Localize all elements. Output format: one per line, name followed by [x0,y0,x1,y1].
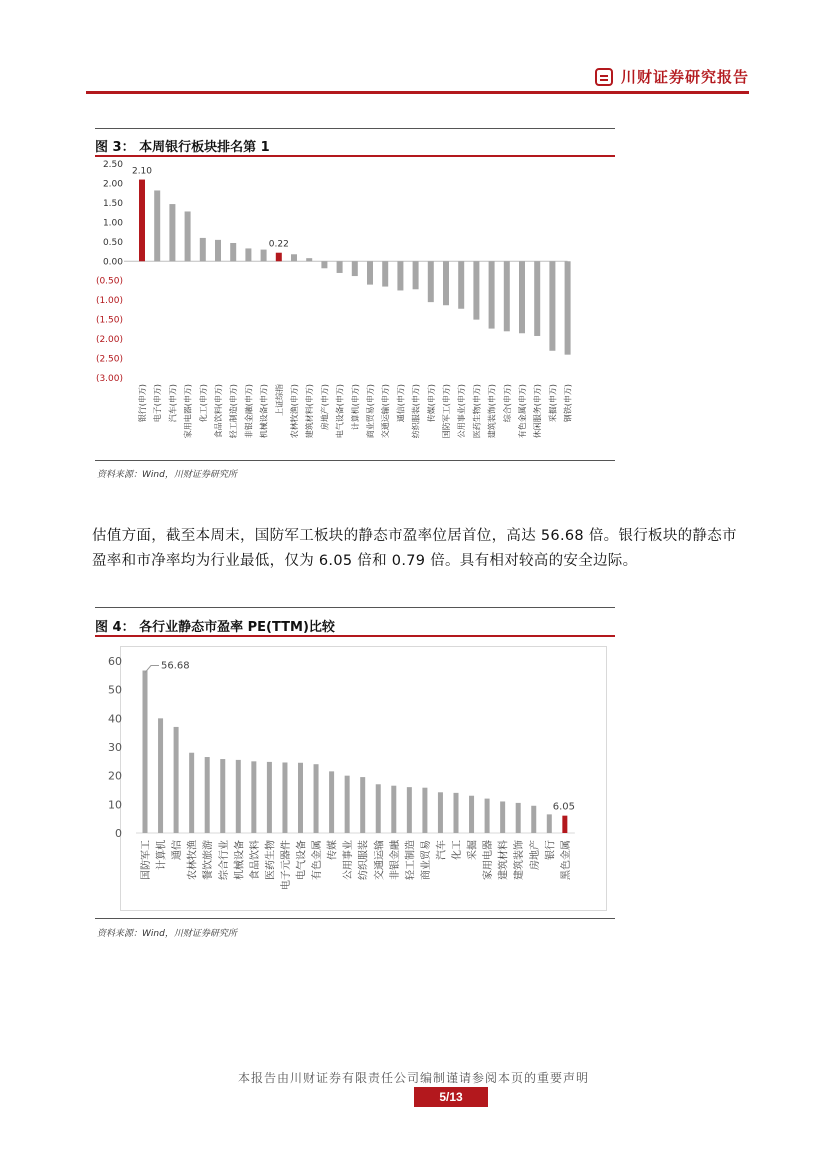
category-label: 通信(申万) [396,384,406,423]
bar [516,803,521,833]
category-label: 银行(申万) [138,384,147,423]
bar [391,786,396,833]
category-label: 轻工制造(申万) [229,384,239,439]
category-label: 通信 [172,840,184,860]
page-number: 5/13 [414,1087,488,1107]
bar [174,727,179,833]
y-tick-label: 20 [108,769,122,783]
category-label: 食品饮料 [249,840,261,880]
category-label: 银行 [545,840,557,860]
category-label: 汽车 [436,840,448,860]
category-label: 休闲服务(申万) [533,384,543,439]
y-tick-label: 2.00 [102,179,123,190]
category-label: 交通运输 [374,840,386,880]
bar [422,788,427,833]
bar [220,759,225,833]
category-label: 房地产 [529,840,541,870]
bar [143,671,148,833]
data-label: 0.22 [268,239,289,250]
category-label: 商业贸易(申万) [366,384,375,439]
y-tick-label: 30 [108,741,122,754]
footer-disclaimer: 本报告由川财证券有限责任公司编制谨请参阅本页的重要声明 [237,1071,589,1085]
data-label: 56.68 [161,660,190,672]
bar [438,792,443,833]
category-label: 建筑装饰(申万) [487,384,497,439]
category-label: 电气设备(申万) [335,384,345,439]
category-label: 非银金融(申万) [244,384,254,439]
category-label: 机械设备(申万) [259,384,269,439]
y-tick-label: 2.50 [102,160,123,170]
category-label: 传媒 [327,840,339,860]
bar [298,763,303,833]
bar [469,796,474,833]
category-label: 医药生物 [265,840,277,880]
y-tick-label: (1.50) [95,315,123,326]
category-label: 机械设备 [234,840,246,880]
category-label: 建筑装饰 [514,840,526,880]
category-label: 电子元器件 [280,840,292,890]
category-label: 采掘(申万) [548,384,558,423]
data-label: 6.05 [552,801,575,813]
bar [547,814,552,833]
bar [205,757,210,833]
category-label: 电子(申万) [153,384,163,423]
figure3-title: 图 3： 本周银行板块排名第 1 [95,140,270,155]
category-label: 轻工制造 [405,840,417,880]
category-label: 综合行业 [218,840,230,880]
bar [531,806,536,833]
bar [189,753,194,833]
bar [267,762,272,833]
bar [251,761,256,833]
y-tick-label: 1.50 [102,198,123,209]
figure3-source: 资料来源：Wind，川财证券研究所 [97,470,237,480]
category-label: 计算机(申万) [350,384,360,431]
category-label: 公用事业(申万) [457,384,467,439]
category-label: 非银金融 [389,840,401,880]
bar [562,816,567,833]
category-label: 食品饮料(申万) [214,384,223,439]
y-tick-label: (0.50) [95,276,123,287]
category-label: 传媒(申万) [426,384,436,423]
category-label: 钢铁(申万) [563,384,573,423]
category-label: 房地产(申万) [320,384,330,431]
bar [329,771,334,833]
bar [500,801,505,833]
category-label: 上证综指 [274,384,284,416]
bar [158,718,163,833]
data-label: 2.10 [131,166,153,177]
category-label: 黑色金属 [560,840,572,880]
y-tick-label: 0.50 [102,237,123,248]
bar [407,787,412,833]
category-label: 纺织服装 [358,840,370,880]
figure4-title: 图 4： 各行业静态市盈率 PE(TTM)比较 [95,620,335,635]
category-label: 采掘 [467,840,479,860]
category-label: 综合(申万) [502,384,512,423]
category-label: 家用电器 [483,840,495,880]
bar [376,784,381,833]
y-tick-label: (1.00) [95,296,123,307]
bar [345,776,350,833]
category-label: 交通运输(申万) [381,384,391,439]
y-tick-label: (2.50) [95,354,123,365]
category-label: 家用电器(申万) [183,384,193,439]
category-label: 医药生物(申万) [472,384,482,439]
category-label: 建筑材料 [498,840,510,880]
valuation-paragraph: 估值方面，截至本周末，国防军工板块的静态市盈率位居首位，高达 56.68 倍。银行板块的静态市盈率和市净率均为行业最低，仅为 6.05 倍和 0.79 倍。具有相对较高的安全边际。 [92,528,737,569]
bar [236,760,241,833]
category-label: 汽车(申万) [168,384,178,423]
y-tick-label: 40 [108,712,122,726]
bar [454,793,459,833]
category-label: 计算机 [156,840,168,870]
category-label: 国防军工(申万) [442,384,451,439]
y-tick-label: 60 [108,655,122,668]
brand-name: 川财证券研究报告 [620,68,749,86]
category-label: 化工(申万) [198,384,208,423]
y-tick-label: 50 [108,683,122,697]
bar [485,799,490,833]
category-label: 电气设备 [296,840,308,880]
bar [314,764,319,833]
category-label: 农林牧渔 [187,840,199,880]
y-tick-label: (3.00) [95,374,123,384]
y-tick-label: 1.00 [102,218,123,229]
category-label: 有色金属 [312,840,324,880]
category-label: 化工 [452,840,463,860]
y-tick-label: 0 [115,827,122,840]
figure4-bottom-rule [95,918,615,919]
category-label: 纺织服装(申万) [411,384,421,439]
category-label: 国防军工 [141,840,152,880]
category-label: 餐饮旅游 [203,840,215,880]
category-label: 公用事业 [343,840,355,880]
figure4-source: 资料来源：Wind，川财证券研究所 [97,929,237,939]
category-label: 商业贸易 [420,840,432,880]
category-label: 建筑材料(申万) [305,384,315,439]
category-label: 有色金属(申万) [518,384,527,439]
y-tick-label: 10 [108,798,122,812]
category-label: 农林牧渔(申万) [290,384,299,439]
bar [282,762,287,833]
bar [360,777,365,833]
y-tick-label: (2.00) [95,335,123,346]
y-tick-label: 0.00 [102,257,123,268]
